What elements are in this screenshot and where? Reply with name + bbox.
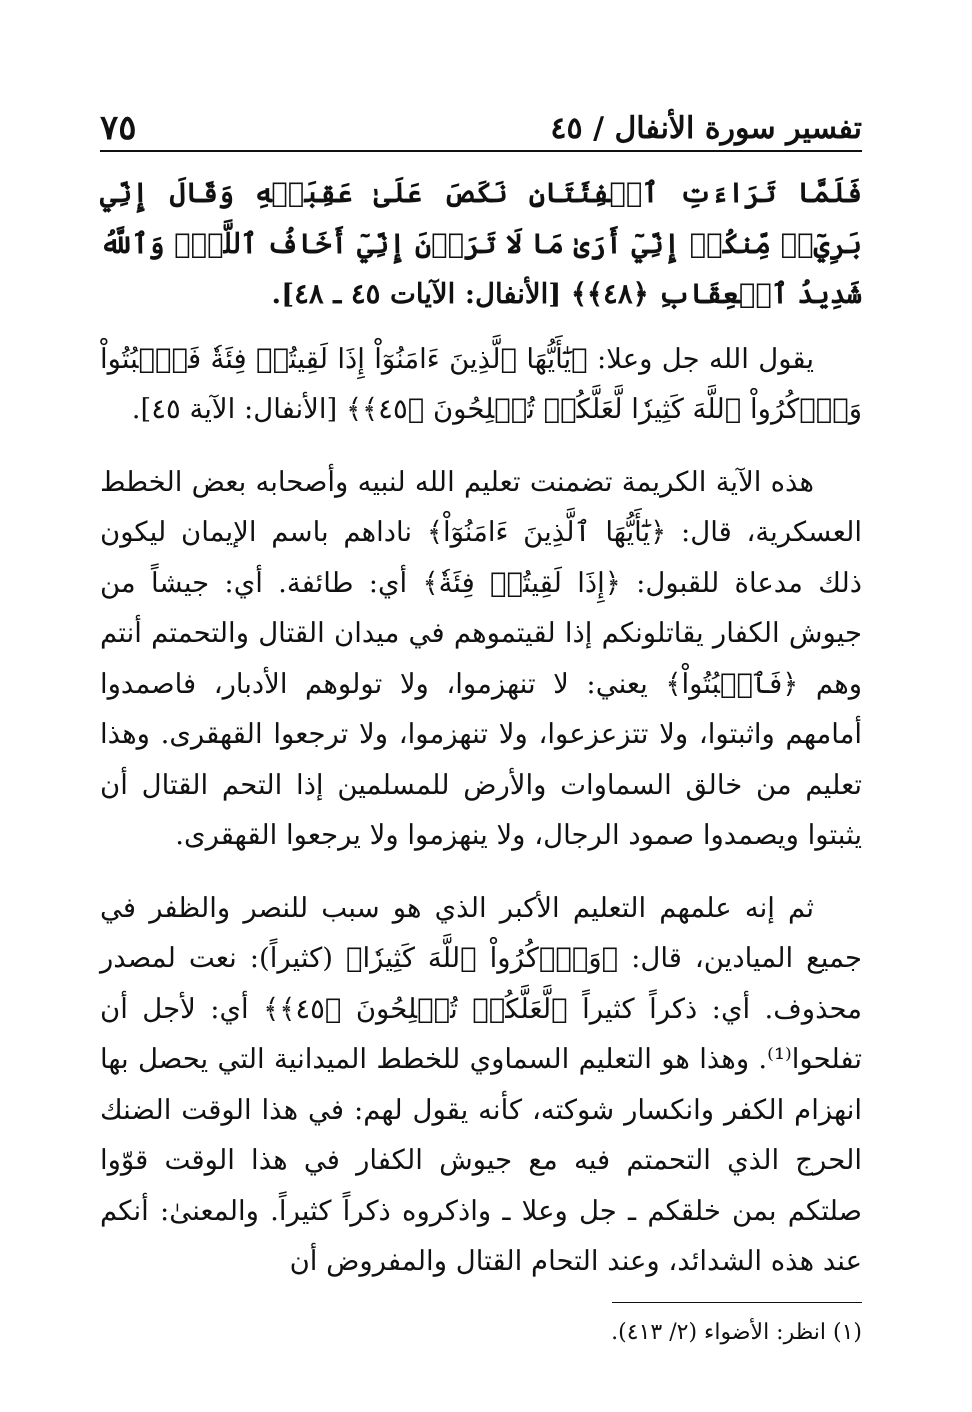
header-rule	[100, 150, 862, 152]
page-body	[100, 168, 862, 1287]
page-header	[100, 108, 862, 148]
footnote: (١) انظر: الأضواء (٢/ ٤١٣).	[611, 1320, 862, 1345]
page-number: ٧٥	[100, 108, 137, 148]
verse-block-1: فَلَمَّا تَرَاءَتِ ٱلۡفِئَتَانِ نَكَصَ عَلَىٰ عَقِبَيۡهِ وَقَالَ إِنِّي بَرِيٓءٞ مِّنكُمۡ إِنِّيٓ أَرَىٰ مَا لَا تَرَوۡنَ إِنِّيٓ أَخَافُ ٱللَّهَۚ وَٱللَّهُ شَدِيدُ ٱلۡعِقَابِ ﴿٤٨﴾﴾ [الأنفال: الآيات ٤٥ ـ ٤٨].	[100, 177, 862, 310]
paragraph-explanation: هذه الآية الكريمة تضمنت تعليم الله لنبيه وأصحابه بعض الخطط العسكرية، قال: ﴿يَٰٓأَيُّهَا ٱلَّذِينَ ءَامَنُوٓاْ﴾ ناداهم باسم الإيمان ليكون ذلك مدعاة للقبول: ﴿إِذَا لَقِيتُمۡ فِئَةٗ﴾ أي: طائفة. أي: جيشاً من جيوش الكفار يقاتلونكم إذا لقيتموهم في ميدان القتال والتحمتم أنتم وهم ﴿فَٱثۡبُتُواْ﴾ يعني: لا تنهزموا، ولا تولوهم الأدبار، فاصمدوا أمامهم واثبتوا، ولا تتزعزعوا، ولا تنهزموا، ولا ترجعوا القهقرى. وهذا تعليم من خالق السماوات والأرض للمسلمين إذا التحم القتال أن يثبتوا ويصمدوا صمود الرجال، ولا ينهزموا ولا يرجعوا القهقرى.	[100, 465, 862, 851]
paragraph-intro: يقول الله جل وعلا: ﴿يَٰٓأَيُّهَا ٱلَّذِينَ ءَامَنُوٓاْ إِذَا لَقِيتُمۡ فِئَةٗ فَٱثۡبُتُواْ وَٱذۡكُرُواْ ٱللَّهَ كَثِيرٗا لَّعَلَّكُمۡ تُفۡلِحُونَ ﴿٤٥﴾﴾ [الأنفال: الآية ٤٥].	[100, 342, 862, 425]
paragraph-continuation: ثم إنه علمهم التعليم الأكبر الذي هو سبب للنصر والظفر في جميع الميادين، قال: ﴿وَٱذۡكُرُواْ ٱللَّهَ كَثِيرٗا﴾ (كثيراً): نعت لمصدر محذوف. أي: ذكراً كثيراً ﴿لَّعَلَّكُمۡ تُفۡلِحُونَ ﴿٤٥﴾﴾ أي: لأجل أن تفلحوا⁽¹⁾. وهذا هو التعليم السماوي للخطط الميدانية التي يحصل بها انهزام الكفر وانكسار شوكته، كأنه يقول لهم: في هذا الوقت الضنك الحرج الذي التحمتم فيه مع جيوش الكفار في هذا الوقت قوّوا صلتكم بمن خلقكم ـ جل وعلا ـ واذكروه ذكراً كثيراً. والمعنىٰ: أنكم عند هذه الشدائد، وعند التحام القتال والمفروض أن	[100, 891, 862, 1277]
footnote-rule	[612, 1302, 862, 1303]
running-title: تفسير سورة الأنفال / ٤٥	[550, 110, 862, 146]
